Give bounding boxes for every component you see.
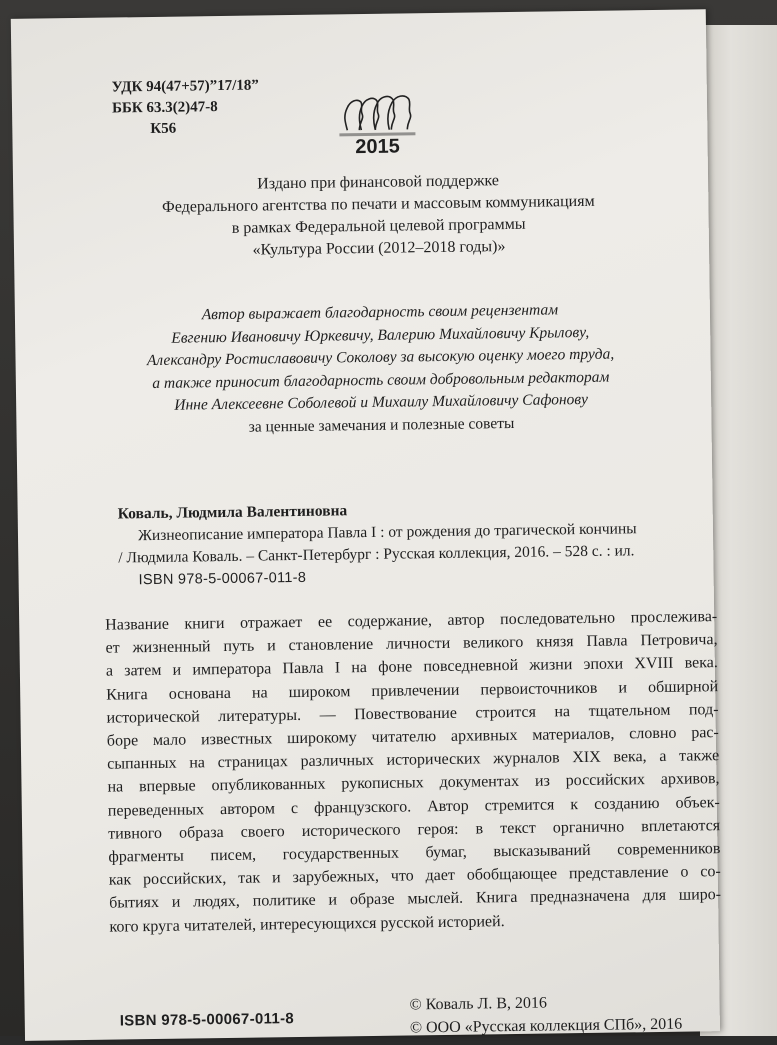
classification-codes bbox=[112, 75, 260, 140]
annotation-line: а затем и императора Павла I на фоне повседневной жизни эпохи XVIII века. bbox=[105, 654, 718, 681]
bbk-code: ББК 63.3(2)47-8 bbox=[111, 99, 218, 117]
record-author: Коваль, Людмила Валентиновна bbox=[117, 502, 348, 523]
record-isbn: ISBN 978-5-00067-011-8 bbox=[138, 569, 307, 589]
copyright-publisher: © ООО «Русская коллекция СПб», 2016 bbox=[409, 1015, 683, 1037]
acknowledgement-line: за ценные замечания и полезные советы bbox=[248, 414, 515, 436]
logo-year: 2015 bbox=[355, 135, 400, 159]
funding-line: Федерального агентства по печати и массовым коммуникациям bbox=[162, 192, 595, 216]
annotation-line: исторической литературы. — Повествование строится на тщательном под- bbox=[106, 700, 719, 727]
author-mark: К56 bbox=[150, 120, 177, 137]
annotation-line: тивного образа своего исторического героя: в текст органично вплетаются bbox=[108, 816, 721, 843]
acknowledgement-line: Автор выражает благодарность своим рецензентам bbox=[201, 301, 559, 324]
annotation-line: Книга основана на широком привлечении первоисточников и обширной bbox=[106, 677, 719, 704]
funding-line: в рамках Федеральной целевой программы bbox=[231, 215, 526, 237]
bibliographic-record bbox=[118, 495, 694, 591]
annotation-line: сыпанных на страницах различных исторических журналов XIX века, а также bbox=[107, 747, 720, 773]
annotation-line: кого круга читателей, интересующихся русской историей. bbox=[109, 912, 505, 936]
record-title: Жизнеописание императора Павла I : от рождения до трагической кончины bbox=[137, 520, 637, 545]
book-page bbox=[11, 9, 720, 1041]
annotation-line: боре мало известных широкому читателю архивных материалов, словно рас- bbox=[106, 724, 719, 750]
copyright-block bbox=[409, 989, 740, 1040]
year-of-literature-faces-icon bbox=[341, 91, 414, 132]
copyright-author: © Коваль Л. В, 2016 bbox=[409, 994, 548, 1014]
record-publication: / Людмила Коваль. – Санкт-Петербург : Русская коллекция, 2016. – 528 с. : ил. bbox=[118, 542, 635, 567]
acknowledgements bbox=[110, 298, 652, 441]
annotation-line: Название книги отражает ее содержание, автор последовательно прослежива- bbox=[105, 608, 718, 634]
annotation-line: фрагменты писем, государственных бумаг, высказываний современников bbox=[108, 840, 721, 866]
footer-isbn: ISBN 978-5-00067-011-8 bbox=[119, 1010, 295, 1030]
annotation-line: на впервые опубликованных рукописных документах из российских архивов, bbox=[107, 770, 720, 797]
funding-line: Издано при финансовой поддержке bbox=[257, 172, 500, 193]
annotation-line: переведенных автором с французского. Автор стремится к созданию объек- bbox=[107, 793, 720, 820]
funding-statement bbox=[108, 168, 649, 264]
book-annotation bbox=[105, 605, 721, 938]
annotation-line: ет жизненный путь и становление личности великого князя Павла Петровича, bbox=[105, 631, 718, 657]
acknowledgement-line: Инне Алексеевне Соболевой и Михаилу Михайловичу Сафонову bbox=[174, 390, 589, 414]
acknowledgement-line: Александру Ростиславовичу Соколову за высокую оценку моего труда, bbox=[146, 345, 615, 370]
annotation-line: бытиях и людях, политике и образе мыслей. Книга предназначена для широ- bbox=[109, 886, 722, 913]
annotation-line: как российских, так и зарубежных, что дает обобщающее представление о со- bbox=[108, 863, 721, 889]
udk-code: УДК 94(47+57)”17/18” bbox=[111, 77, 259, 96]
year-of-literature-logo bbox=[337, 91, 418, 158]
acknowledgement-line: Евгению Ивановичу Юркевичу, Валерию Михайловичу Крылову, bbox=[171, 323, 590, 347]
funding-line: «Культура России (2012–2018 годы)» bbox=[252, 238, 506, 259]
acknowledgement-line: а также приносит благодарность своим добровольным редакторам bbox=[152, 368, 610, 392]
